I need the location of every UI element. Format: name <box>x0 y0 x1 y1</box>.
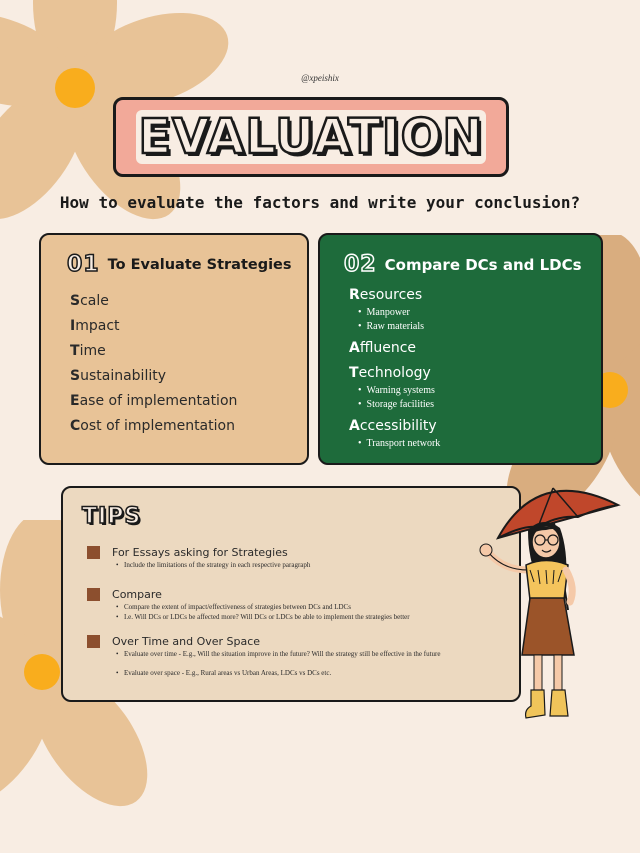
factor-technology: Technology <box>349 365 431 381</box>
tip-item: • Include the limitations of the strategy in each respective paragraph <box>124 561 464 570</box>
sub-manpower: • Manpower <box>358 307 410 318</box>
sub-raw-materials: • Raw materials <box>358 321 424 332</box>
card1-heading: To Evaluate Strategies <box>107 256 292 273</box>
tip-square-icon <box>87 635 100 648</box>
tip-item: • Evaluate over time - E.g., Will the situation improve in the future? Will the strategy still be effective in the future <box>124 650 464 659</box>
factor-accessibility: Accessibility <box>349 418 437 434</box>
tip-item: • Compare the extent of impact/effectiveness of strategies between DCs and LDCs <box>124 603 464 612</box>
criterion-cost-of-implementation: Cost of implementation <box>70 418 235 434</box>
tip-square-icon <box>87 546 100 559</box>
tip-heading-strategies: For Essays asking for Strategies <box>112 546 288 559</box>
criterion-ease-of-implementation: Ease of implementation <box>70 393 238 409</box>
girl-with-umbrella-illustration <box>468 470 628 730</box>
criterion-sustainability: Sustainability <box>70 368 167 384</box>
tip-heading-over-time-space: Over Time and Over Space <box>112 635 261 648</box>
title-banner-inner <box>136 110 486 164</box>
compare-dcs-ldcs-card <box>318 233 603 465</box>
tip-item: • I.e. Will DCs or LDCs be affected more? Will DCs or LDCs be able to implement the strategies better <box>124 613 464 622</box>
tips-panel <box>61 486 521 702</box>
tip-item: • Evaluate over space - E.g., Rural areas vs Urban Areas, LDCs vs DCs etc. <box>124 669 464 678</box>
tip-square-icon <box>87 588 100 601</box>
card2-header <box>344 252 582 277</box>
card2-heading: Compare DCs and LDCs <box>384 255 582 274</box>
factor-affluence: Affluence <box>349 340 417 356</box>
criterion-scale: Scale <box>70 293 109 309</box>
sub-storage-facilities: • Storage facilities <box>358 399 434 410</box>
author-handle: @xpeishix <box>301 73 339 83</box>
card1-number: 01 <box>67 252 100 277</box>
page-subtitle: How to evaluate the factors and write your conclusion? <box>59 193 581 212</box>
criterion-impact: Impact <box>70 318 120 334</box>
title-banner <box>113 97 509 177</box>
evaluate-strategies-card <box>39 233 309 465</box>
card1-header <box>67 252 292 277</box>
sub-warning-systems: • Warning systems <box>358 385 435 396</box>
tip-heading-compare: Compare <box>112 588 162 601</box>
criterion-time: Time <box>70 343 106 359</box>
factor-resources: Resources <box>349 287 423 303</box>
card2-number: 02 <box>344 252 377 277</box>
tips-title: TIPS <box>82 504 142 529</box>
sub-transport-network: • Transport network <box>358 438 440 449</box>
page-title: EVALUATION <box>138 109 484 165</box>
